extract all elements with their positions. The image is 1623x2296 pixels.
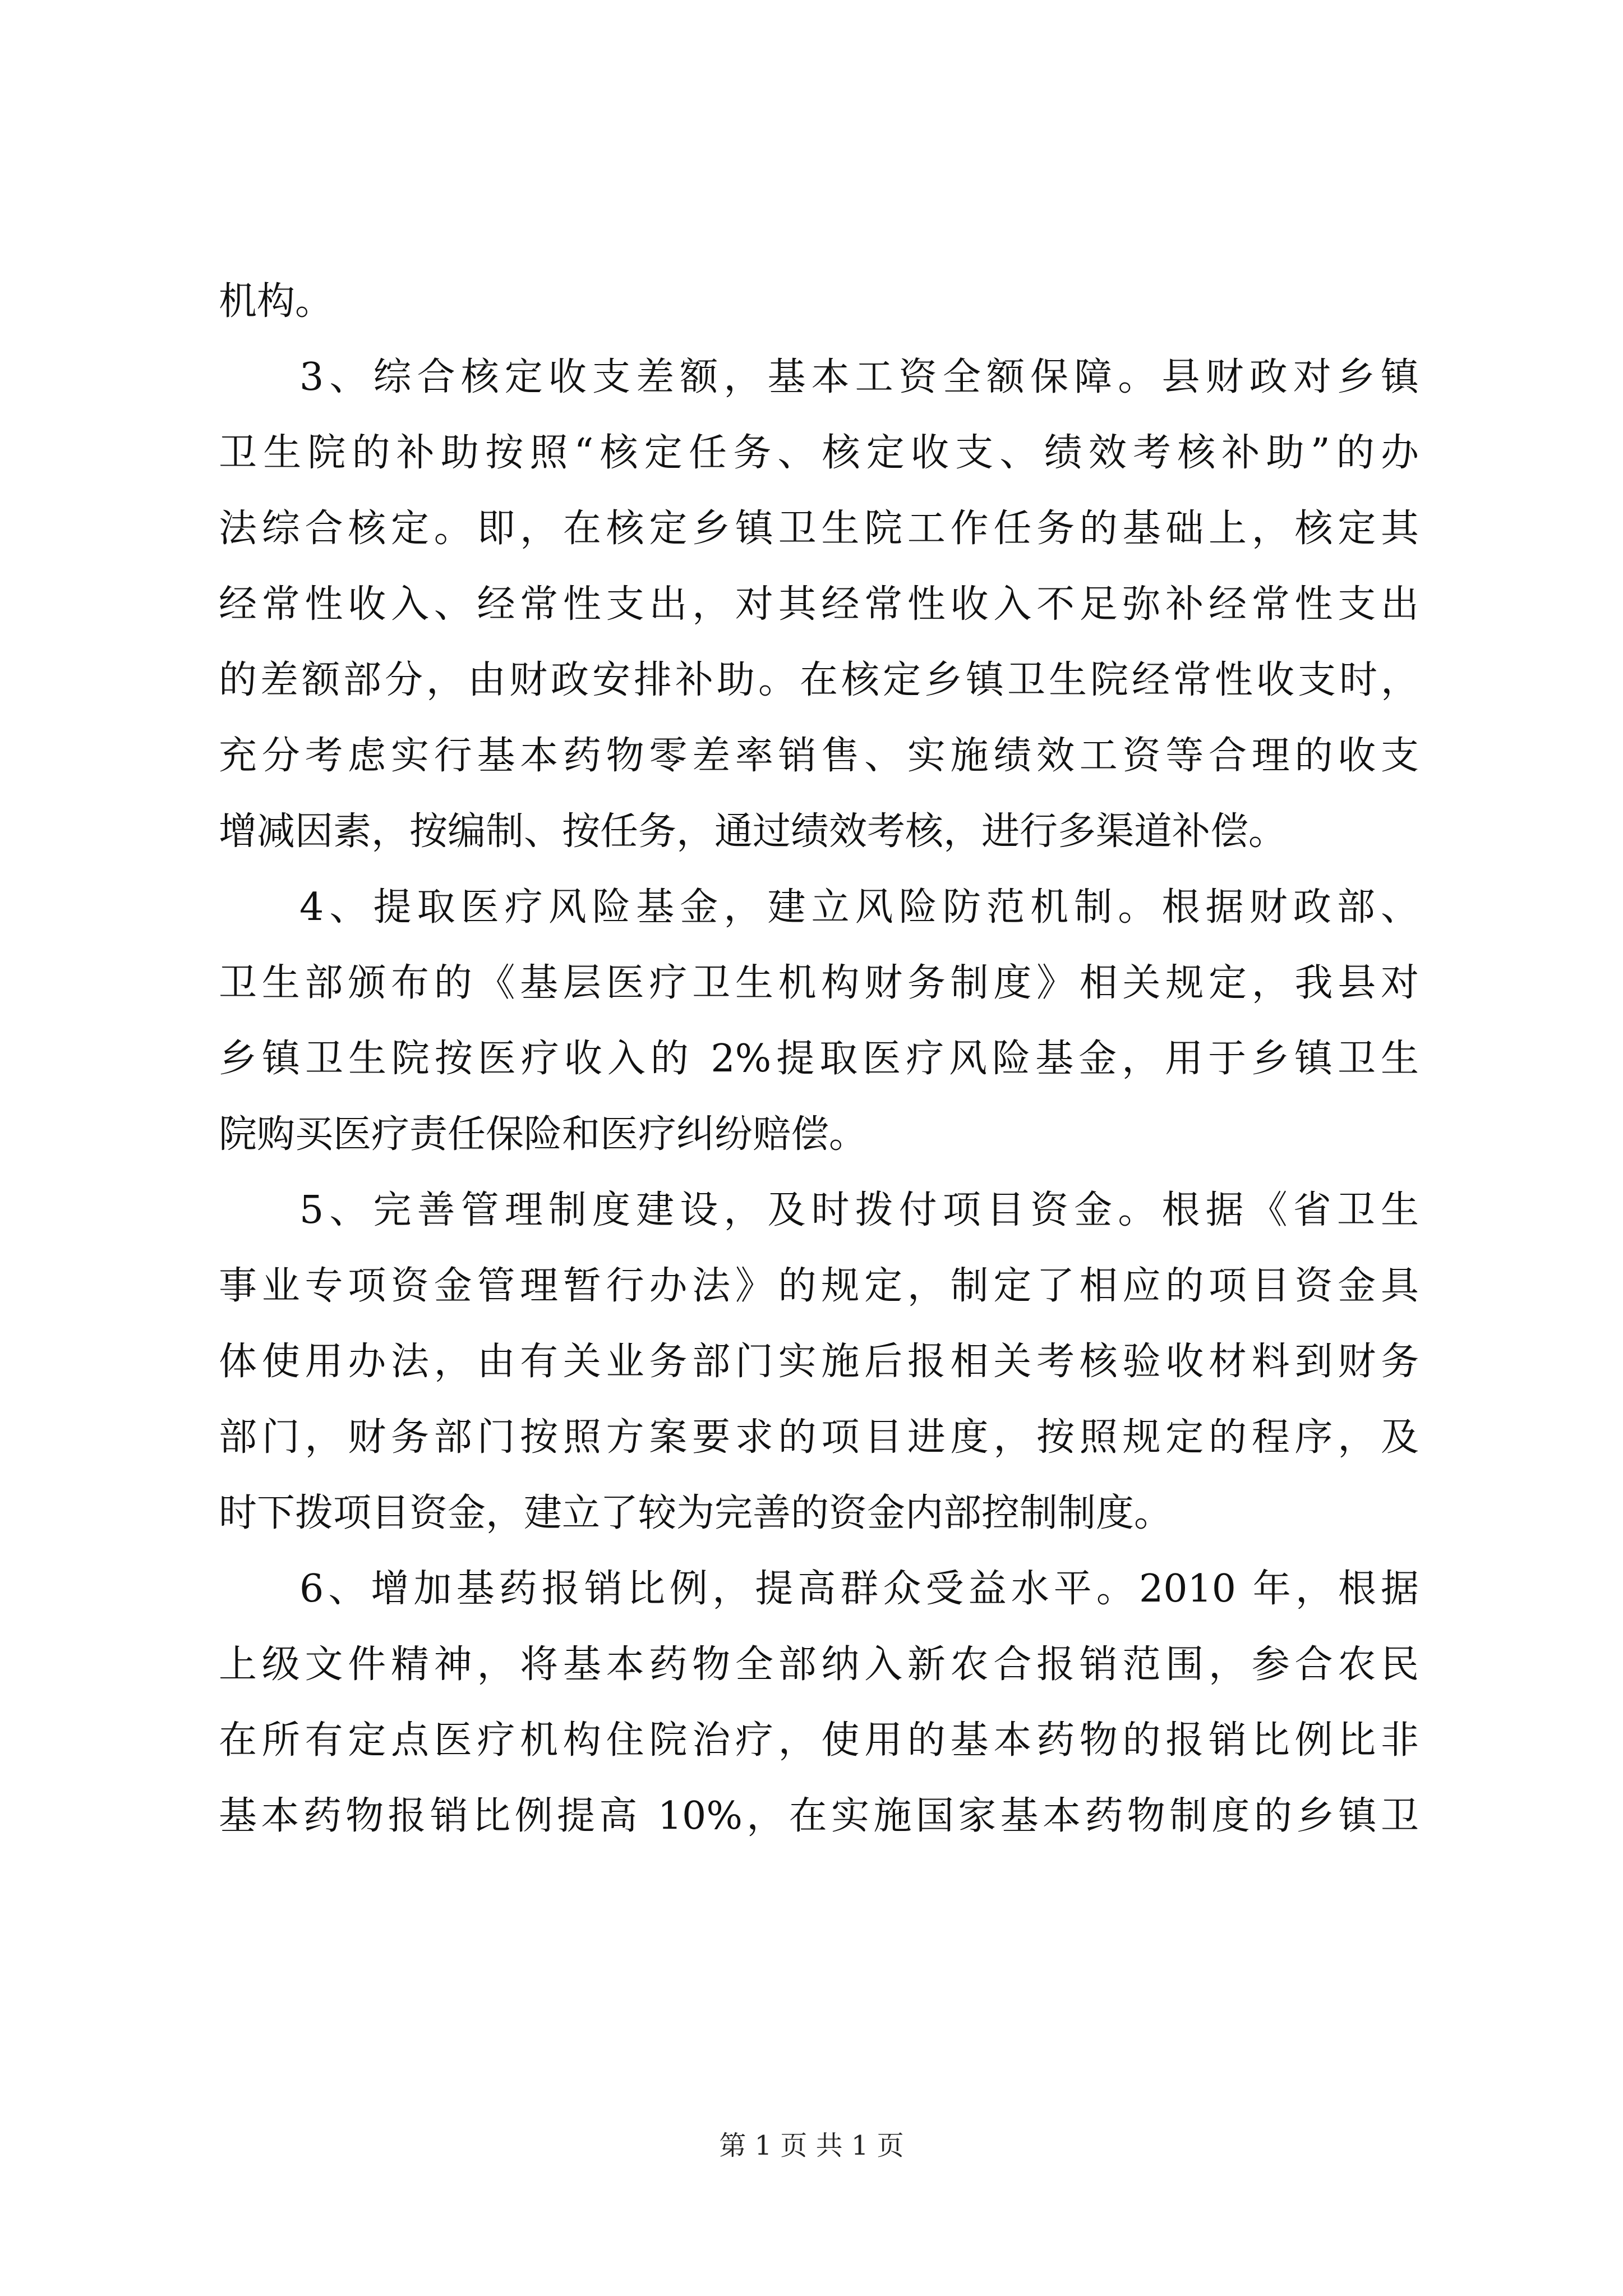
text-line: 卫生部颁布的《基层医疗卫生机构财务制度》相关规定，我县对 [219, 961, 1419, 1005]
paragraph-5-heading-line: 5、完善管理制度建设，及时拨付项目资金。根据《省卫生 [299, 1188, 1419, 1232]
text-line: 充分考虑实行基本药物零差率销售、实施绩效工资等合理的收支 [219, 734, 1419, 778]
text-line: 时下拨项目资金，建立了较为完善的资金内部控制制度。 [219, 1491, 1173, 1535]
text-line: 增减因素，按编制、按任务，通过绩效考核，进行多渠道补偿。 [219, 809, 1287, 854]
text-line: 体使用办法，由有关业务部门实施后报相关考核验收材料到财务 [219, 1340, 1419, 1384]
text-line: 法综合核定。即，在核定乡镇卫生院工作任务的基础上，核定其 [219, 507, 1419, 551]
text-line: 机构。 [219, 279, 334, 324]
text-line: 事业专项资金管理暂行办法》的规定，制定了相应的项目资金具 [219, 1264, 1419, 1308]
text-line: 院购买医疗责任保险和医疗纠纷赔偿。 [219, 1112, 868, 1157]
text-line: 在所有定点医疗机构住院治疗，使用的基本药物的报销比例比非 [219, 1718, 1419, 1763]
text-line: 经常性收入、经常性支出，对其经常性收入不足弥补经常性支出 [219, 582, 1419, 627]
paragraph-3-heading-line: 3、综合核定收支差额，基本工资全额保障。县财政对乡镇 [299, 355, 1419, 399]
text-line: 乡镇卫生院按医疗收入的 2%提取医疗风险基金，用于乡镇卫生 [219, 1037, 1419, 1081]
paragraph-4-heading-line: 4、提取医疗风险基金，建立风险防范机制。根据财政部、 [299, 885, 1419, 930]
text-line: 部门，财务部门按照方案要求的项目进度，按照规定的程序，及 [219, 1415, 1419, 1460]
document-body [219, 264, 1419, 1854]
paragraph-6-heading-line: 6、增加基药报销比例，提高群众受益水平。2010 年，根据 [299, 1567, 1419, 1611]
text-line: 基本药物报销比例提高 10%，在实施国家基本药物制度的乡镇卫 [219, 1794, 1419, 1838]
text-line: 上级文件精神，将基本药物全部纳入新农合报销范围，参合农民 [219, 1642, 1419, 1687]
page-number-footer: 第 1 页 共 1 页 [719, 2130, 904, 2161]
text-line: 的差额部分，由财政安排补助。在核定乡镇卫生院经常性收支时， [219, 658, 1419, 702]
text-line: 卫生院的补助按照“核定任务、核定收支、绩效考核补助”的办 [219, 431, 1419, 475]
